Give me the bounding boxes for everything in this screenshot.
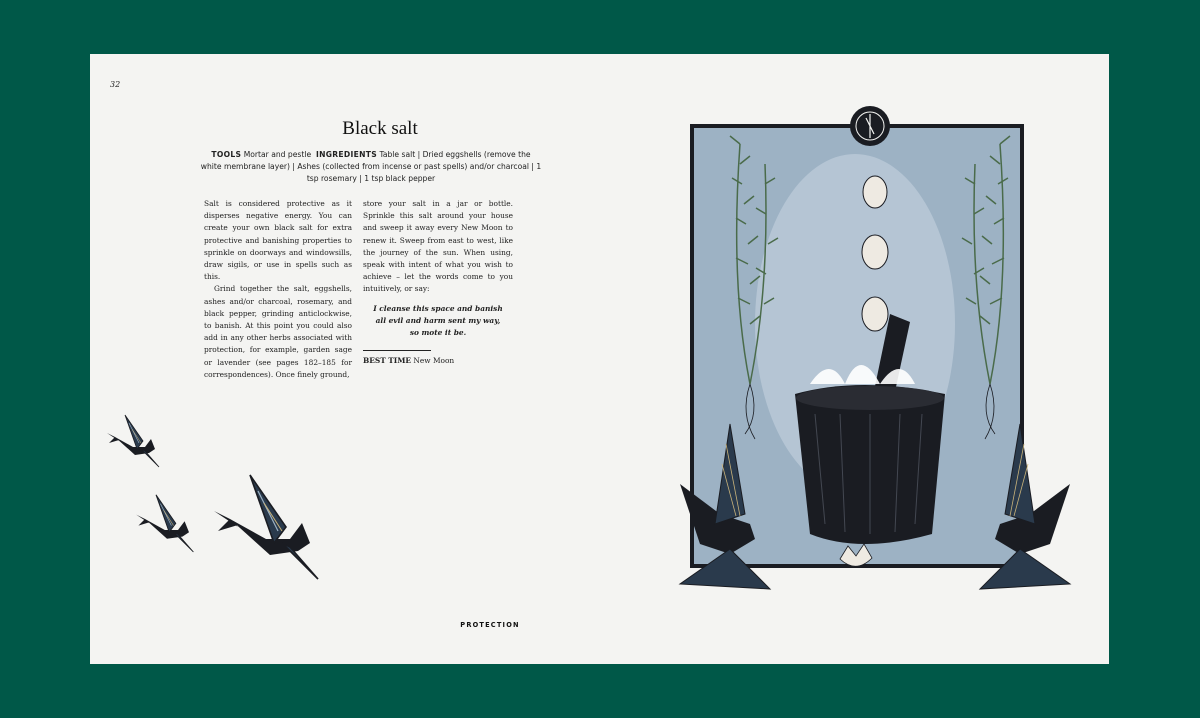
page-number: 32 xyxy=(110,80,121,89)
swallow-icon xyxy=(107,415,159,467)
tools-text: Mortar and pestle xyxy=(243,150,312,159)
spell-line: so mote it be. xyxy=(409,328,467,338)
ingredients-text: Table salt | Dried eggshells (remove the white membrane layer) | Ashes (collected from incense or past spells) and/or charcoal | 1 tsp rosemary | 1 tsp black pepper xyxy=(200,150,542,183)
tools-label: TOOLS xyxy=(211,150,242,159)
best-time-value: New Moon xyxy=(413,356,455,365)
divider xyxy=(363,350,431,351)
mortar-and-pestle-illustration xyxy=(660,84,1090,619)
best-time-label: BEST TIME xyxy=(363,356,412,365)
body-column-2 xyxy=(363,198,513,339)
paragraph: Grind together the salt, eggshells, ashes and/or charcoal, rosemary, and black pepper, grinding anticlockwise, to banish. At this point you could also add in any other herbs associated with protection, for example, garden sage or lavender (see pages 182–185 for correspondences). Once finely ground, xyxy=(204,284,352,379)
swallows-illustration xyxy=(105,409,365,599)
page-title: Black salt xyxy=(342,118,418,139)
spell-line: I cleanse this space and banish xyxy=(373,303,503,313)
recipe-meta xyxy=(200,149,542,185)
spell-incantation xyxy=(363,303,513,340)
egg-icon xyxy=(862,297,888,331)
swallow-icon xyxy=(136,495,193,552)
paragraph: Salt is considered protective as it disperses negative energy. You can create your own black salt for extra protective and banishing properties to sprinkle on doorways and windowsills, draw sigils, or use in spells such as this. xyxy=(204,199,352,282)
ingredients-label: INGREDIENTS xyxy=(315,150,378,159)
paragraph: store your salt in a jar or bottle. Sprinkle this salt around your house and sweep it away every New Moon to renew it. Sweep from east to west, like the journey of the sun. When using, speak with intent of what you wish to achieve – let the words come to you intuitively, or say: xyxy=(363,199,513,294)
spell-line: all evil and harm sent my way, xyxy=(375,315,501,325)
book-spread xyxy=(90,54,1109,664)
egg-icon xyxy=(862,235,888,269)
body-column-1 xyxy=(204,198,352,381)
best-time xyxy=(363,356,454,365)
egg-icon xyxy=(863,176,887,208)
swallow-icon xyxy=(214,475,318,579)
section-footer: PROTECTION xyxy=(460,621,520,629)
moon-emblem-icon xyxy=(850,106,890,146)
mortar-rim xyxy=(796,386,944,410)
